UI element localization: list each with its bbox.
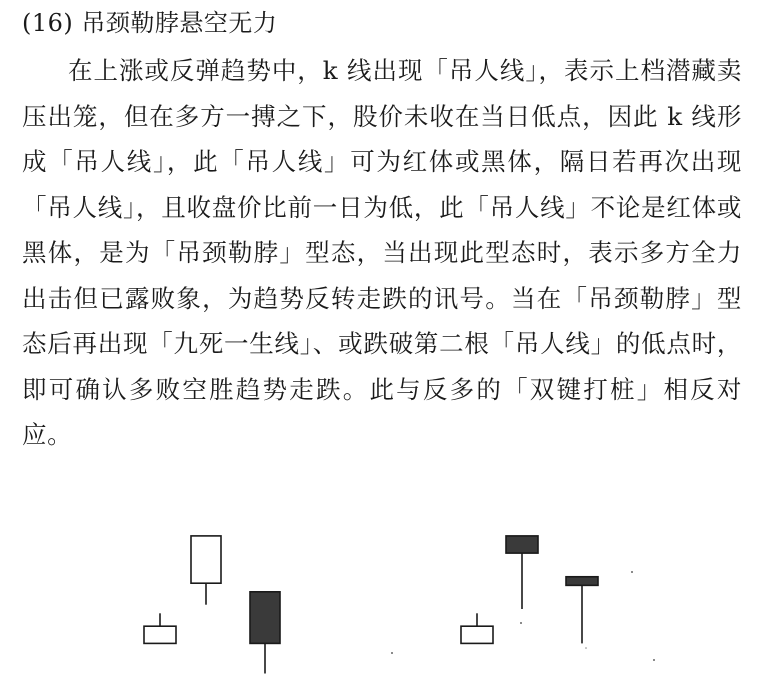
solid-body xyxy=(250,592,280,644)
hollow-body xyxy=(191,536,221,583)
scan-speck xyxy=(653,659,655,661)
scan-speck xyxy=(631,571,633,573)
left-candle-3 xyxy=(250,592,280,674)
solid-body xyxy=(566,577,598,586)
right-candle-1 xyxy=(461,613,493,643)
scan-speck xyxy=(391,652,393,654)
body-paragraph: 在上涨或反弹趋势中，k 线出现「吊人线」，表示上档潜藏卖压出笼，但在多方一搏之下，股价未收在当日低点，因此 k 线形成「吊人线」，此「吊人线」可为红体或黑体，隔日若再次出现「吊人线」，且收盘价比前一日为低，此「吊人线」不论是红体或黑体，是为「吊颈勒脖」型态，当出现此型态时，表示多方全力出击但已露败象，为趋势反转走跌的讯号。当在「吊颈勒脖」型态后再出现「九死一生线」、或跌破第二根「吊人线」的低点时，即可确认多败空胜趋势走跌。此与反多的「双键打桩」相反对应。 xyxy=(22,56,742,449)
candlestick-illustration xyxy=(0,500,758,683)
scan-speck xyxy=(585,647,587,649)
scan-speck xyxy=(520,622,522,624)
left-candle-1 xyxy=(144,613,176,643)
section-title: (16) 吊颈勒脖悬空无力 xyxy=(22,9,278,37)
hollow-body xyxy=(144,626,176,643)
solid-body xyxy=(506,536,538,553)
candlestick-figure xyxy=(0,500,758,683)
right-candle-3 xyxy=(566,577,598,644)
left-candle-2 xyxy=(191,536,221,605)
right-candle-2 xyxy=(506,536,538,609)
hollow-body xyxy=(461,626,493,643)
candles-group xyxy=(144,536,598,674)
